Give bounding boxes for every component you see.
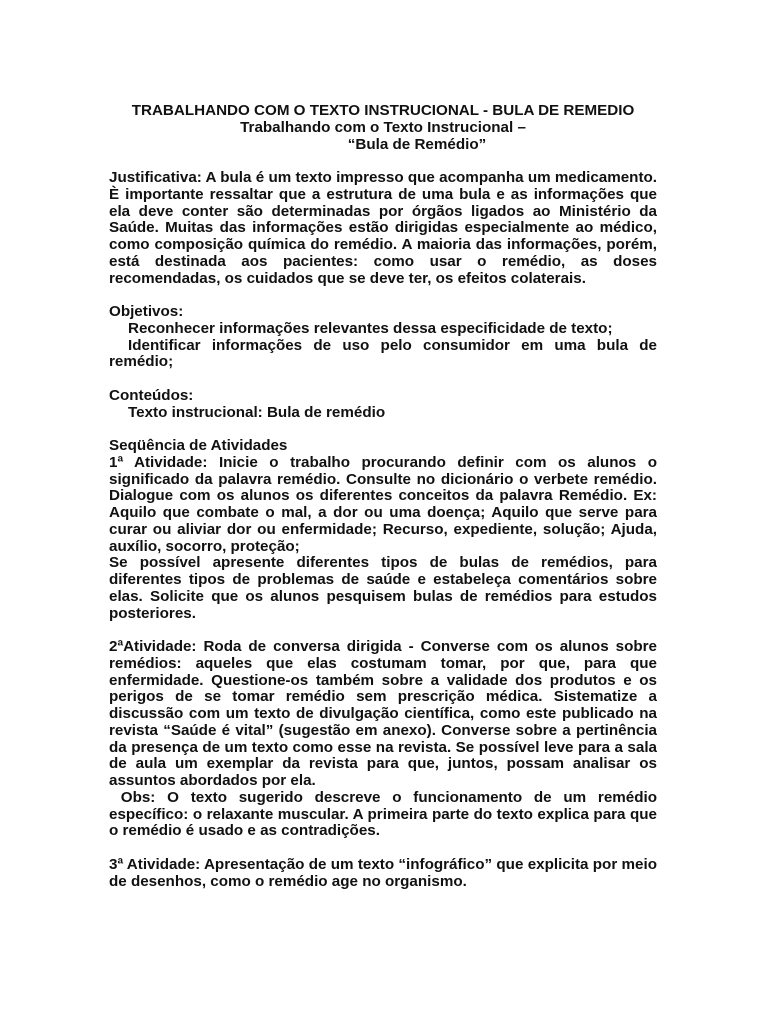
atividade-1-paragraph: 1ª Atividade: Inicie o trabalho procurando definir com os alunos o significado da palavra remédio. Consulte no dicionário o verbete remédio. Dialogue com os alunos os diferentes conceitos da palavra Remédio. Ex: Aquilo que combate o mal, a dor ou uma doença; Aquilo que serve para curar ou aliviar dor ou enfermidade; Recurso, expediente, solução; Ajuda, auxílio, socorro, proteção;: [109, 453, 657, 555]
justificativa-paragraph: Justificativa: A bula é um texto impresso que acompanha um medicamento. È importante ressaltar que a estrutura de uma bula e as informações que ela deve conter são determinadas por órgãos ligados ao Ministério da Saúde. Muitas das informações estão dirigidas especialmente ao médico, como composição química do remédio. A maioria das informações, porém, está destinada aos pacientes: como usar o remédio, as doses recomendadas, os cuidados que se deve ter, os efeitos colaterais.: [109, 169, 657, 287]
conteudos-heading: Conteúdos:: [109, 386, 194, 404]
objetivos-heading: Objetivos:: [109, 303, 184, 320]
atividade-2-paragraph: 2ªAtividade: Roda de conversa dirigida - Converse com os alunos sobre remédios: aqueles que elas costumam tomar, por que, para que enfermidade. Questione-os também sobre a validade dos produtos e os perigos de se tomar remédio sem prescrição médica. Sistematize a discussão com um texto de divulgação científica, como este publicado na revista “Saúde é vital” (sugestão em anexo). Converse sobre a pertinência da presença de um texto como esse na revista. Se possível leve para a sala de aula um exemplar da revista para que, juntos, possam analisar os assuntos abordados por ela.: [109, 638, 657, 789]
document-subtitle-quote: “Bula de Remédio”: [347, 135, 487, 153]
list-item: [109, 405, 657, 422]
atividade-3-paragraph: 3ª Atividade: Apresentação de um texto “infográfico” que explicita por meio de desenhos, como o remédio age no organismo.: [109, 855, 657, 890]
list-item: [109, 321, 657, 338]
conteudo-text: Texto instrucional: Bula de remédio: [128, 403, 386, 421]
atividade-1-continuation: Se possível apresente diferentes tipos de bulas de remédios, para diferentes tipos de problemas de saúde e estabeleça comentários sobre elas. Solicite que os alunos pesquisem bulas de remédios para estudos posteriores.: [109, 554, 657, 622]
document-page: [109, 102, 662, 890]
obs-paragraph: Obs: O texto sugerido descreve o funcionamento de um remédio específico: o relaxante muscular. A primeira parte do texto explica para que o remédio é usado e as contradições.: [109, 788, 662, 840]
objetivo-text: Identificar informações de uso pelo consumidor em uma bula de remédio;: [109, 336, 657, 371]
document-subtitle: Trabalhando com o Texto Instrucional –: [240, 118, 526, 136]
list-item: [109, 338, 657, 372]
document-title: TRABALHANDO COM O TEXTO INSTRUCIONAL - BULA DE REMEDIO: [131, 102, 635, 119]
sequencia-heading: Seqüência de Atividades: [109, 437, 288, 454]
objetivo-text: Reconhecer informações relevantes dessa especificidade de texto;: [128, 319, 613, 337]
